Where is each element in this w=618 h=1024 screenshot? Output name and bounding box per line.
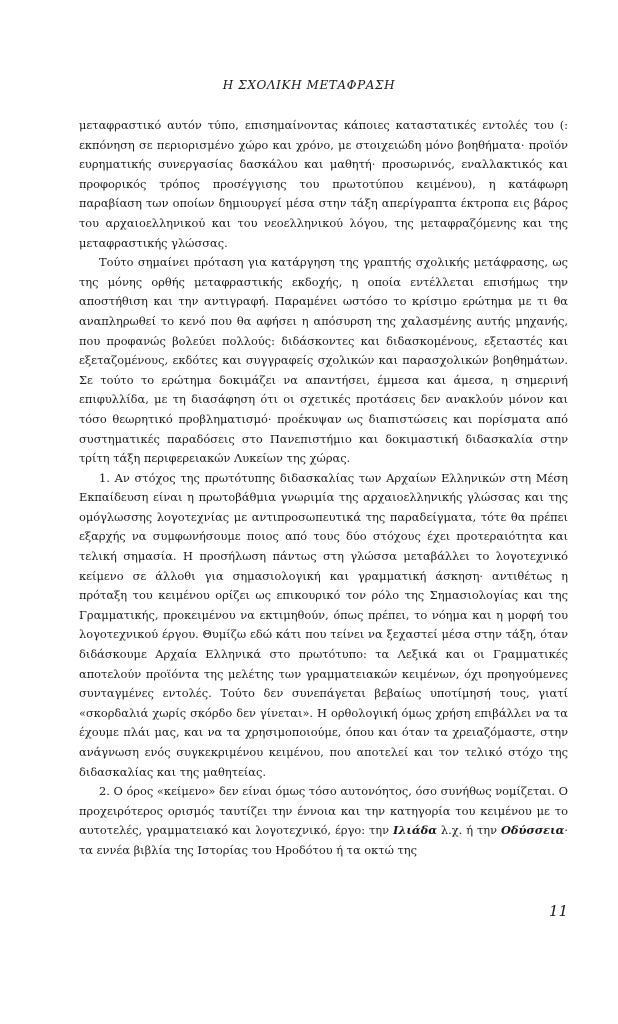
work-title-odyssey: Οδύσσεια: [500, 823, 565, 838]
work-title-iliad: Ιλιάδα: [393, 823, 437, 838]
running-head: Η ΣΧΟΛΙΚΗ ΜΕΤΑΦΡΑΣΗ: [222, 78, 396, 92]
section-2-text-start: 2. Ο όρος «κείμενο» δεν είναι όμως τόσο αυτονόητος, όσο συνήθως νομίζεται. Ο προχειρότερος ορισμός ταυτίζει την έννοια και την κατηγορία του κειμένου με το αυτοτελές, γραμματειακό και λογοτεχνικό, έργο: την: [79, 784, 568, 838]
paragraph-continuation: μεταφραστικό αυτόν τύπο, επισημαίνοντας κάποιες καταστατικές εντολές του (: εκπόνηση σε περιορισμένο χώρο και χρόνο, με στοιχειώδη μόνο βοηθήματα· προϊόν ευρηματικής συνεργασίας δασκάλου και μαθητή· προσωρινός, εναλλακτικός και προφορικός τρόπος προσέγγισης του πρωτοτύπου κειμένου), η κατάφωρη παραβίαση των οποίων δημιουργεί μέσα στην τάξη απερίγραπτα έκτροπα εις βάρος του αρχαιοελληνικού και του νεοελληνικού λόγου, της μεταφραζόμενης και της μεταφραστικής γλώσσας.: [79, 118, 568, 250]
page-number: 11: [548, 902, 568, 920]
paragraph-section-2: [79, 782, 568, 860]
section-2-text-end: · τα εννέα βιβλία της Ιστορίας του Ηροδότου ή τα οκτώ της: [79, 823, 568, 857]
paragraph-section-1: 1. Αν στόχος της πρωτότυπης διδασκαλίας των Αρχαίων Ελληνικών στη Μέση Εκπαίδευση είναι η πρωτοβάθμια γνωριμία της αρχαιοελληνικής γλώσσας και της ομόγλωσσης λογοτεχνίας με αντιπροσωπευτικά της παραδείγματα, τότε θα πρέπει εξαρχής να συμφωνήσουμε ποιος από τους δύο στόχους έχει προτεραιότητα και τελική σημασία. Η προσήλωση πάντως στη γλώσσα μεταβάλλει το λογοτεχνικό κείμενο σε άλλοθι για σημασιολογική και γραμματική άσκηση· αντιθέτως η πρόταξη του κειμένου ορίζει ως επικουρικό τον ρόλο της Σημασιολογίας και της Γραμματικής, προκειμένου να εκτιμηθούν, όπως πρέπει, το νόημα και η μορφή του λογοτεχνικού έργου. Θυμίζω εδώ κάτι που τείνει να ξεχαστεί μέσα στην τάξη, όταν διδάσκουμε Αρχαία Ελληνικά στο πρωτότυπο: τα Λεξικά και οι Γραμματικές αποτελούν προϊόντα της μελέτης των γραμματειακών κειμένων, όχι προηγούμενες συνταγμένες εντολές. Τούτο δεν συνεπάγεται βεβαίως υποτίμησή τους, γιατί «σκορδαλιά χωρίς σκόρδο δεν γίνεται». Η ορθολογική όμως χρήση επιβάλλει να τα έχουμε πλάι μας, και να τα χρησιμοποιούμε, όπου και όταν τα χρειαζόμαστε, στην ανάγνωση ενός συγκεκριμένου κειμένου, που αποτελεί και τον τελικό στόχο της διδασκαλίας και της μαθητείας.: [79, 470, 568, 779]
section-2-text-middle: λ.χ. ή την: [436, 823, 501, 838]
body-text: [79, 116, 568, 861]
paragraph-proposal: Τούτο σημαίνει πρόταση για κατάργηση της γραπτής σχολικής μετάφρασης, ως της μόνης ορθής μεταφραστικής εκδοχής, η οποία εντέλλεται επισήμως την αποστήθιση και την αντιγραφή. Παραμένει ωστόσο το κρίσιμο ερώτημα με τι θα αναπληρωθεί το κενό που θα αφήσει η απόσυρση της χαλασμένης αυτής μηχανής, που προφανώς βολεύει πολλούς: διδάσκοντες και διδασκομένους, εξεταστές και εξεταζομένους, εκδότες και συγγραφείς σχολικών και παρασχολικών βοηθημάτων. Σε τούτο το ερώτημα δοκιμάζει να απαντήσει, έμμεσα και άμεσα, η σημερινή επιφυλλίδα, με τη διασάφηση ότι οι σχετικές προτάσεις δεν ανακλούν μόνον και τόσο θεωρητικό προβληματισμό· προέκυψαν ως διαπιστώσεις και πορίσματα από συστηματικές παραδόσεις στο Πανεπιστήμιο και δοκιμαστική διδασκαλία στην τρίτη τάξη περιφερειακών Λυκείων της χώρας.: [79, 255, 568, 466]
